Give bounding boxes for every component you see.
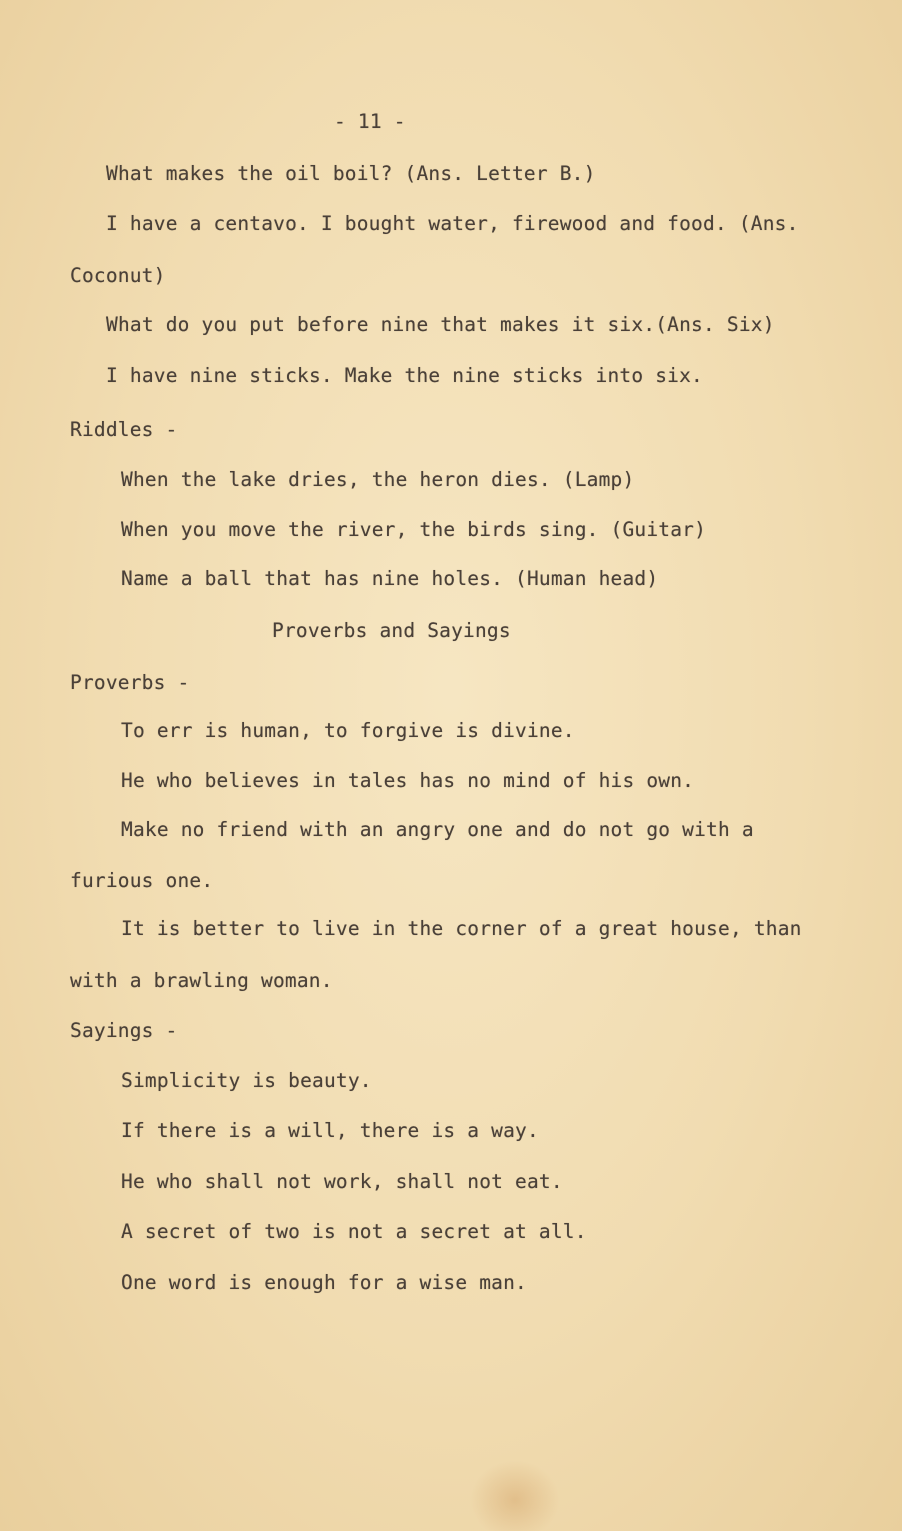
- proverb-line: To err is human, to forgive is divine.: [121, 719, 575, 742]
- saying-line: If there is a will, there is a way.: [121, 1119, 539, 1142]
- saying-line: Simplicity is beauty.: [121, 1069, 372, 1092]
- puzzle-line: I have a centavo. I bought water, firewood and food. (Ans.: [106, 212, 799, 235]
- puzzle-line: What makes the oil boil? (Ans. Letter B.): [106, 162, 596, 185]
- riddle-line: When you move the river, the birds sing. (Guitar): [121, 518, 707, 541]
- proverbs-heading: Proverbs -: [70, 671, 190, 694]
- proverb-line: He who believes in tales has no mind of his own.: [121, 769, 695, 792]
- paper-stain: [470, 1460, 560, 1531]
- riddle-line: When the lake dries, the heron dies. (Lamp): [121, 468, 635, 491]
- puzzle-line: Coconut): [70, 264, 166, 287]
- saying-line: He who shall not work, shall not eat.: [121, 1170, 563, 1193]
- page-number: - 11 -: [334, 110, 406, 133]
- proverb-line: It is better to live in the corner of a great house, than: [121, 917, 802, 940]
- puzzle-line: What do you put before nine that makes it six.(Ans. Six): [106, 313, 775, 336]
- riddles-heading: Riddles -: [70, 418, 178, 441]
- puzzle-line: I have nine sticks. Make the nine sticks into six.: [106, 364, 703, 387]
- proverb-line: Make no friend with an angry one and do not go with a: [121, 818, 754, 841]
- proverb-line: with a brawling woman.: [70, 969, 333, 992]
- saying-line: One word is enough for a wise man.: [121, 1271, 527, 1294]
- riddle-line: Name a ball that has nine holes. (Human head): [121, 567, 659, 590]
- sayings-heading: Sayings -: [70, 1019, 178, 1042]
- saying-line: A secret of two is not a secret at all.: [121, 1220, 587, 1243]
- section-title: Proverbs and Sayings: [272, 619, 511, 642]
- proverb-line: furious one.: [70, 869, 214, 892]
